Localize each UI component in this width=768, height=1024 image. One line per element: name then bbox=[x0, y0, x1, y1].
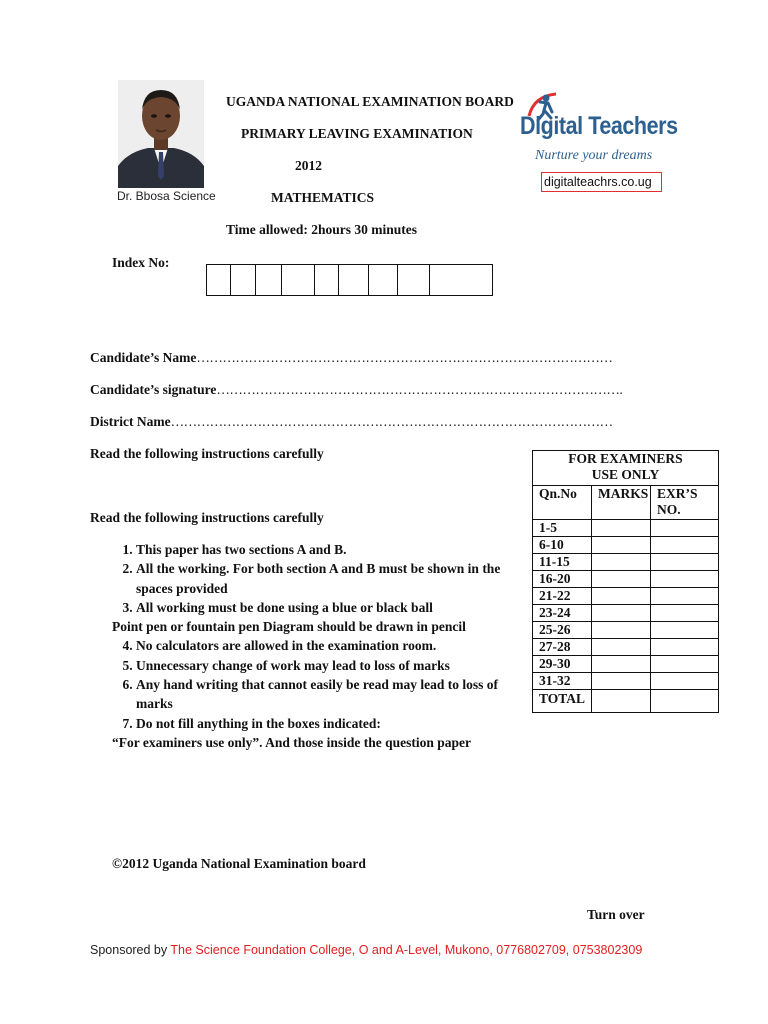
exam-subject: MATHEMATICS bbox=[271, 190, 375, 205]
exr-cell[interactable] bbox=[651, 605, 719, 622]
exam-board: UGANDA NATIONAL EXAMINATION BOARD bbox=[226, 94, 514, 109]
table-row bbox=[533, 537, 719, 554]
col-header-qn: Qn.No bbox=[533, 486, 592, 520]
qn-cell: 23-24 bbox=[533, 605, 592, 622]
marks-cell[interactable] bbox=[592, 639, 651, 656]
marks-cell[interactable] bbox=[592, 622, 651, 639]
table-row bbox=[533, 639, 719, 656]
exr-cell[interactable] bbox=[651, 537, 719, 554]
time-allowed: Time allowed: 2hours 30 minutes bbox=[226, 222, 418, 237]
marks-cell[interactable] bbox=[592, 554, 651, 571]
copyright-notice: ©2012 Uganda National Examination board bbox=[112, 856, 366, 871]
portrait-image bbox=[118, 80, 204, 188]
instruction-item-continuation: “For examiners use only”. And those inside the question paper bbox=[112, 734, 472, 750]
table-row bbox=[533, 622, 719, 639]
district-name-dots[interactable]: ………………………………………………………………………………………… bbox=[170, 414, 613, 429]
index-number-boxes[interactable] bbox=[206, 264, 493, 296]
logo-tagline: Nurture your dreams bbox=[535, 148, 653, 163]
table-row bbox=[533, 673, 719, 690]
marks-cell[interactable] bbox=[592, 537, 651, 554]
sponsor-prefix: Sponsored by bbox=[90, 943, 171, 957]
index-box[interactable] bbox=[206, 264, 230, 296]
col-header-exr-line: EXR’S bbox=[657, 486, 698, 501]
logo-name: Digital Teachers bbox=[520, 112, 678, 140]
candidate-signature-dots[interactable]: …………………………………………………………………………………. bbox=[216, 382, 623, 397]
district-name-label: District Name bbox=[90, 414, 171, 429]
exr-cell[interactable] bbox=[651, 639, 719, 656]
examiners-table bbox=[532, 450, 719, 713]
district-name-field[interactable] bbox=[90, 414, 613, 430]
instructions-heading-2: Read the following instructions carefully bbox=[90, 510, 324, 525]
table-row bbox=[533, 588, 719, 605]
sponsor-line bbox=[90, 943, 642, 957]
photo-caption: Dr. Bbosa Science bbox=[117, 189, 216, 203]
candidate-name-label: Candidate’s Name bbox=[90, 350, 197, 365]
table-row bbox=[533, 520, 719, 537]
exam-title: PRIMARY LEAVING EXAMINATION bbox=[241, 126, 473, 141]
turn-over-note: Turn over bbox=[587, 907, 645, 922]
exr-cell[interactable] bbox=[651, 571, 719, 588]
index-box[interactable] bbox=[397, 264, 429, 296]
index-box[interactable] bbox=[281, 264, 314, 296]
col-header-exr bbox=[651, 486, 719, 520]
qn-cell: 29-30 bbox=[533, 656, 592, 673]
exam-year: 2012 bbox=[295, 158, 322, 173]
index-box[interactable] bbox=[255, 264, 281, 296]
exr-cell[interactable] bbox=[651, 673, 719, 690]
instruction-item: 5. Unnecessary change of work may lead to loss of marks bbox=[136, 656, 532, 675]
instruction-item: 6. Any hand writing that cannot easily be read may lead to loss of marks bbox=[136, 675, 532, 714]
examiners-table-title bbox=[533, 451, 719, 486]
marks-cell[interactable] bbox=[592, 605, 651, 622]
instruction-item-continuation: Point pen or fountain pen Diagram should be drawn in pencil bbox=[112, 619, 466, 635]
exr-cell[interactable] bbox=[651, 588, 719, 605]
marks-cell[interactable] bbox=[592, 673, 651, 690]
instructions-list bbox=[112, 540, 532, 752]
total-exr-cell[interactable] bbox=[651, 690, 719, 713]
qn-cell: 6-10 bbox=[533, 537, 592, 554]
table-row bbox=[533, 605, 719, 622]
table-row bbox=[533, 554, 719, 571]
instruction-item: 1. This paper has two sections A and B. bbox=[136, 540, 532, 559]
exr-cell[interactable] bbox=[651, 554, 719, 571]
total-label: TOTAL bbox=[533, 690, 592, 713]
examiners-title-line: FOR EXAMINERS bbox=[568, 451, 683, 466]
total-marks-cell[interactable] bbox=[592, 690, 651, 713]
qn-cell: 21-22 bbox=[533, 588, 592, 605]
qn-cell: 31-32 bbox=[533, 673, 592, 690]
portrait-photo bbox=[118, 80, 204, 188]
index-box[interactable] bbox=[230, 264, 255, 296]
marks-cell[interactable] bbox=[592, 520, 651, 537]
index-label: Index No: bbox=[112, 255, 170, 270]
table-row bbox=[533, 571, 719, 588]
candidate-name-field[interactable] bbox=[90, 350, 612, 366]
instruction-item: 2. All the working. For both section A and B must be shown in the spaces provided bbox=[136, 559, 532, 598]
qn-cell: 16-20 bbox=[533, 571, 592, 588]
qn-cell: 27-28 bbox=[533, 639, 592, 656]
examiners-title-line: USE ONLY bbox=[591, 467, 660, 482]
total-row bbox=[533, 690, 719, 713]
index-box[interactable] bbox=[429, 264, 493, 296]
qn-cell: 11-15 bbox=[533, 554, 592, 571]
marks-cell[interactable] bbox=[592, 571, 651, 588]
col-header-marks: MARKS bbox=[592, 486, 651, 520]
candidate-signature-label: Candidate’s signature bbox=[90, 382, 217, 397]
col-header-exr-line: NO. bbox=[657, 502, 681, 517]
table-row bbox=[533, 656, 719, 673]
instruction-item: 4. No calculators are allowed in the examination room. bbox=[136, 636, 532, 655]
qn-cell: 1-5 bbox=[533, 520, 592, 537]
index-box[interactable] bbox=[314, 264, 338, 296]
instruction-item: 7. Do not fill anything in the boxes indicated: bbox=[136, 714, 532, 733]
marks-cell[interactable] bbox=[592, 656, 651, 673]
index-box[interactable] bbox=[338, 264, 368, 296]
sponsor-text: The Science Foundation College, O and A-Level, Mukono, 0776802709, 0753802309 bbox=[170, 943, 643, 957]
exr-cell[interactable] bbox=[651, 656, 719, 673]
instructions-heading-1: Read the following instructions carefully bbox=[90, 446, 324, 461]
exr-cell[interactable] bbox=[651, 520, 719, 537]
digital-teachers-logo bbox=[520, 92, 680, 172]
candidate-signature-field[interactable] bbox=[90, 382, 622, 398]
candidate-name-dots[interactable]: …………………………………………………………………………………… bbox=[196, 350, 613, 365]
marks-cell[interactable] bbox=[592, 588, 651, 605]
exr-cell[interactable] bbox=[651, 622, 719, 639]
instruction-item: 3. All working must be done using a blue or black ball bbox=[136, 598, 532, 617]
qn-cell: 25-26 bbox=[533, 622, 592, 639]
website-url[interactable]: digitalteachrs.co.ug bbox=[541, 172, 662, 192]
index-box[interactable] bbox=[368, 264, 397, 296]
